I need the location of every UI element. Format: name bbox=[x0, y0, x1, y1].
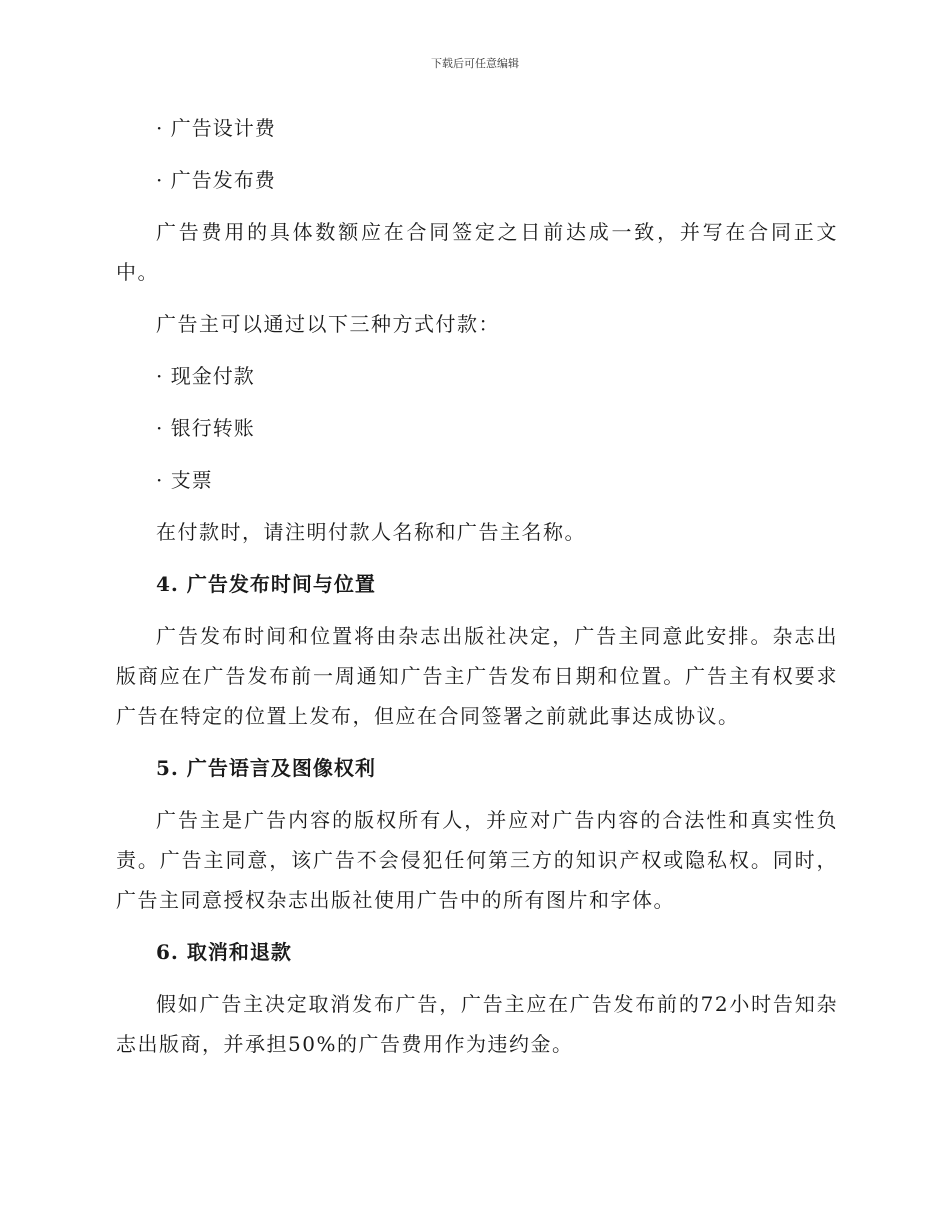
section-heading-cancellation: 6. 取消和退款 bbox=[156, 940, 292, 964]
payment-method-transfer: · 银行转账 bbox=[156, 416, 255, 440]
fee-item-design: · 广告设计费 bbox=[156, 116, 276, 140]
section-heading-timing: 4. 广告发布时间与位置 bbox=[156, 572, 376, 596]
page-header: 下载后可任意编辑 bbox=[431, 57, 519, 70]
fee-note-paragraph: 广告费用的具体数额应在合同签定之日前达成一致，并写在合同正文中。 bbox=[116, 220, 838, 284]
document-body bbox=[116, 108, 838, 1076]
section-body-cancellation: 假如广告主决定取消发布广告，广告主应在广告发布前的72小时告知杂志出版商，并承担50%的广告费用作为违约金。 bbox=[116, 992, 838, 1056]
section-body-rights: 广告主是广告内容的版权所有人，并应对广告内容的合法性和真实性负责。广告主同意，该广告不会侵犯任何第三方的知识产权或隐私权。同时，广告主同意授权杂志出版社使用广告中的所有图片和字体。 bbox=[116, 808, 838, 912]
payment-method-check: · 支票 bbox=[156, 468, 213, 492]
payment-intro-paragraph: 广告主可以通过以下三种方式付款： bbox=[156, 312, 500, 336]
fee-item-publishing: · 广告发布费 bbox=[156, 168, 276, 192]
section-heading-rights: 5. 广告语言及图像权利 bbox=[156, 756, 376, 780]
section-body-timing: 广告发布时间和位置将由杂志出版社决定，广告主同意此安排。杂志出版商应在广告发布前一周通知广告主广告发布日期和位置。广告主有权要求广告在特定的位置上发布，但应在合同签署之前就此事达成协议。 bbox=[116, 624, 838, 728]
payment-note-paragraph: 在付款时，请注明付款人名称和广告主名称。 bbox=[156, 520, 586, 544]
payment-method-cash: · 现金付款 bbox=[156, 364, 255, 388]
